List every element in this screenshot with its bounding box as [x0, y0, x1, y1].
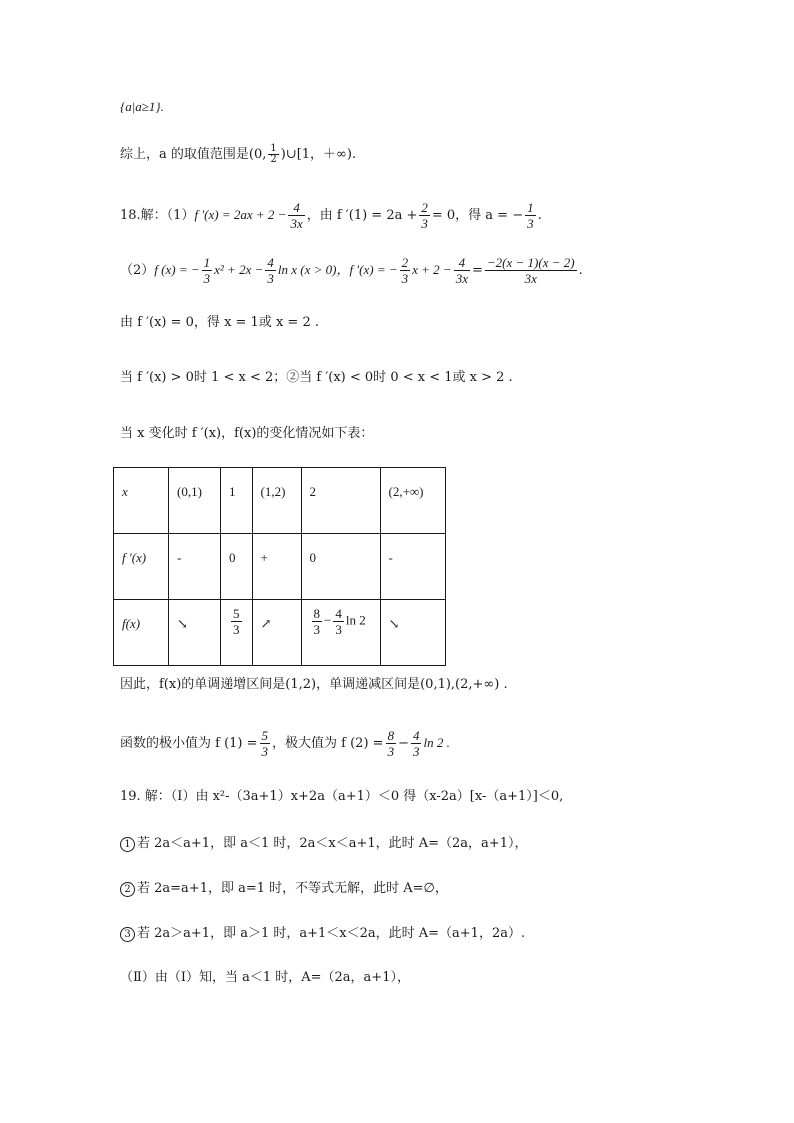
table-cell: (0,1) [169, 468, 221, 534]
q19-part2: （Ⅱ）由（Ⅰ）知，当 a＜1 时，A=（2a，a+1）， [120, 970, 410, 985]
text-line-range-summary: 综上，a 的取值范围是(0, $\frac{1}{2}$ )∪[1，＋∞). [120, 143, 357, 165]
table-cell: ↘ [169, 600, 221, 666]
text-line-extrema: 函数的极小值为 f (1) = $\frac{5}{3}$ ，极大值为 f (2) = $\frac{8}{3}$ − $\frac{4}{3}$ ln 2 . [120, 728, 450, 759]
table-cell: $\frac{5}{3}$ [221, 600, 253, 666]
circled-number-1: 1 [120, 837, 135, 852]
q19-case-1: 1 若 2a＜a+1，即 a＜1 时，2a＜x＜a+1，此时 A=（2a，a+1）， [120, 834, 527, 854]
table-cell: - [169, 534, 221, 600]
table-cell: $\frac{8}{3}$ − $\frac{4}{3}$ ln 2 [301, 600, 380, 666]
table-row [114, 468, 446, 534]
table-cell: 0 [221, 534, 253, 600]
circled-number-3: 3 [120, 927, 135, 942]
text-line-intervals: 因此，f(x)的单调递增区间是(1,2)，单调递减区间是(0,1),(2,+∞) . [120, 677, 508, 692]
table-cell: x [114, 468, 169, 534]
table-cell: ↗ [252, 600, 301, 666]
variation-table [113, 467, 446, 666]
table-row [114, 600, 446, 666]
table-cell: ↘ [380, 600, 445, 666]
table-row [114, 534, 446, 600]
table-cell: (2,+∞) [380, 468, 445, 534]
table-cell: + [252, 534, 301, 600]
table-cell: (1,2) [252, 468, 301, 534]
q18-part2: （2）f (x) = − $\frac{1}{3}$ x² + 2x − $\frac{4}{3}$ ln x (x > 0)，f ′(x) = − $\frac{2}{3}$ x + 2 − $\frac{4}{3x}$ = $\frac{-2(x - 1)(x - 2)}{3x}$ . [120, 255, 583, 286]
q19-intro: 19. 解：（Ⅰ）由 x²-（3a+1）x+2a（a+1）＜0 得（x-2a）[x-（a+1）]＜0, [120, 789, 564, 804]
table-cell: 0 [301, 534, 380, 600]
table-cell: f(x) [114, 600, 169, 666]
table-cell: 2 [301, 468, 380, 534]
table-cell: f ′(x) [114, 534, 169, 600]
text-line-monotonic: 当 f ′(x) > 0时 1 < x < 2；②当 f ′(x) < 0时 0 < x < 1或 x > 2 . [120, 370, 513, 385]
q18-part1: 18.解：（1）f ′(x) = 2ax + 2 − $\frac{4}{3x}$ ，由 f ′(1) = 2a + $\frac{2}{3}$ = 0，得 a = − $\frac{1}{3}$ . [120, 200, 542, 231]
text-line-critical-points: 由 f ′(x) = 0，得 x = 1或 x = 2 . [120, 315, 319, 330]
q19-case-3: 3 若 2a＞a+1，即 a＞1 时，a+1＜x＜2a，此时 A=（a+1，2a）. [120, 924, 525, 944]
circled-number-2: 2 [120, 882, 135, 897]
q19-case-2: 2 若 2a=a+1，即 a=1 时，不等式无解，此时 A=∅， [120, 879, 448, 899]
table-cell: - [380, 534, 445, 600]
table-cell: 1 [221, 468, 253, 534]
text-line-1: {a|a≥1}. [120, 99, 164, 114]
text-line-table-intro: 当 x 变化时 f ′(x)，f(x)的变化情况如下表： [120, 426, 374, 441]
